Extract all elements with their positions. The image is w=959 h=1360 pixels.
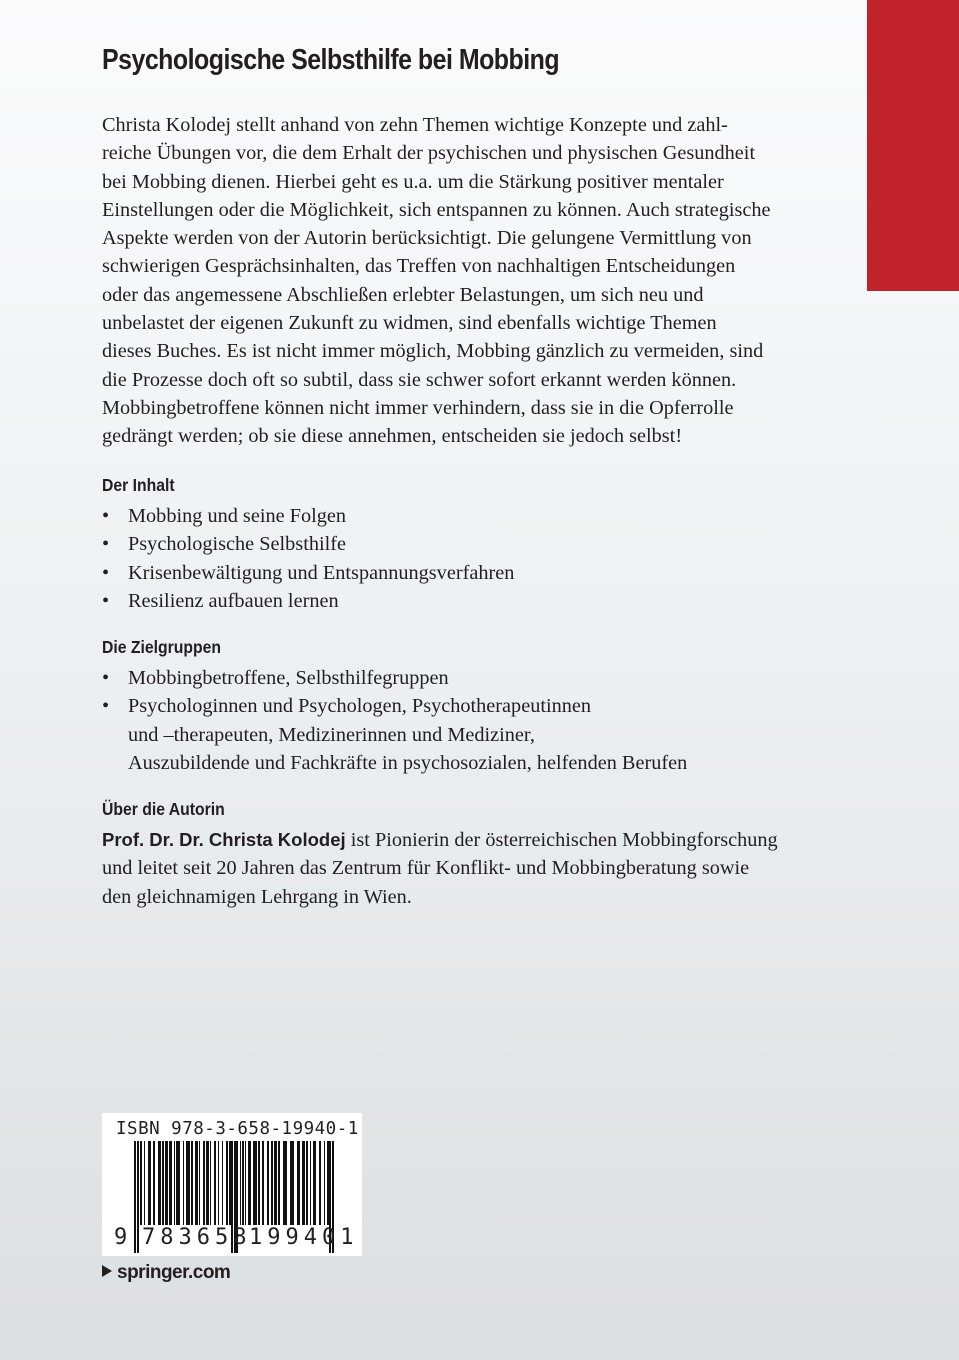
publisher-link[interactable] xyxy=(102,1262,230,1284)
barcode-bar xyxy=(248,1141,251,1225)
barcode-guard-bar xyxy=(137,1141,139,1253)
barcode-bar xyxy=(262,1141,264,1225)
barcode-guard-bar xyxy=(134,1141,136,1253)
barcode-bar xyxy=(242,1141,244,1225)
text-line: Aspekte werden von der Autorin berücksichtigt. Die gelungene Vermittlung von xyxy=(102,227,752,250)
text-line: gedrängt werden; ob sie diese annehmen, entscheiden sie jedoch selbst! xyxy=(102,425,683,448)
item-text: Resilienz aufbauen lernen xyxy=(128,589,339,612)
barcode-bar xyxy=(169,1141,172,1225)
list-item: • Resilienz aufbauen lernen xyxy=(102,587,514,615)
author-bio xyxy=(102,826,778,911)
barcode-bar xyxy=(165,1141,168,1225)
barcode-bar xyxy=(278,1141,280,1225)
text-line: Einstellungen oder die Möglichkeit, sich entspannen zu können. Auch strategische xyxy=(102,198,771,221)
list-item: • Mobbingbetroffene, Selbsthilfegruppen xyxy=(102,664,687,692)
description xyxy=(102,111,822,451)
barcode-bar xyxy=(319,1141,321,1225)
author-heading: Über die Autorin xyxy=(102,799,225,819)
item-text: Mobbing und seine Folgen xyxy=(128,505,347,527)
barcode-bar xyxy=(283,1141,287,1225)
barcode-bar xyxy=(148,1141,151,1225)
barcode-bar xyxy=(324,1141,325,1225)
barcode-bar xyxy=(240,1141,241,1225)
barcode-bar xyxy=(199,1141,200,1225)
text-line: reiche Übungen vor, die dem Erhalt der psychischen und physischen Gesundheit xyxy=(102,142,756,165)
text-line: Mobbingbetroffene können nicht immer verhindern, dass sie in die Opferrolle xyxy=(102,396,734,419)
barcode-bar xyxy=(203,1141,205,1225)
barcode-bar xyxy=(310,1141,311,1225)
list-item: • Psychologinnen und Psychologen, Psychotherapeutinnen und –therapeuten, Medizinerinnen und Mediziner, Auszubildende und Fachkräfte in psychosozialen, helfenden Berufen xyxy=(102,692,687,777)
text-line: bei Mobbing dienen. Hierbei geht es u.a. um die Stärkung positiver mentaler xyxy=(102,170,724,193)
audience-list xyxy=(102,664,687,777)
contents-heading: Der Inhalt xyxy=(102,475,175,495)
barcode-bar xyxy=(290,1141,294,1225)
book-title: Psychologische Selbsthilfe bei Mobbing xyxy=(102,44,560,76)
contents-list xyxy=(102,502,514,615)
barcode-bar xyxy=(158,1141,161,1225)
text-line: Christa Kolodej stellt anhand von zehn Themen wichtige Konzepte und zahl- xyxy=(102,114,728,136)
text-line: die Prozesse doch oft so subtil, dass sie schwer sofort erkannt werden können. xyxy=(102,368,737,391)
arrow-right-icon xyxy=(102,1265,112,1277)
barcode-bar xyxy=(258,1141,260,1225)
text-line: und leitet seit 20 Jahren das Zentrum für Konflikt- und Mobbingberatung sowie xyxy=(102,857,750,880)
item-text: und –therapeuten, Medizinerinnen und Mediziner, xyxy=(128,723,535,746)
text-line: schwierigen Gesprächsinhalten, das Treffen von nachhaltigen Entscheidungen xyxy=(102,255,736,278)
barcode-bar xyxy=(144,1141,145,1225)
barcode-bar xyxy=(218,1141,219,1225)
barcode-bar xyxy=(176,1141,180,1225)
barcode-digits-left: 783658 xyxy=(142,1225,252,1250)
barcode-bar xyxy=(140,1141,142,1225)
item-text: Auszubildende und Fachkräfte in psychosozialen, helfenden Berufen xyxy=(128,751,688,774)
text-line: unbelastet der eigenen Zukunft zu widmen, sind ebenfalls wichtige Themen xyxy=(102,312,717,335)
accent-bar xyxy=(867,0,959,291)
item-text: Psychologinnen und Psychologen, Psychotherapeutinnen xyxy=(128,695,592,718)
barcode-bar xyxy=(306,1141,308,1225)
list-item: • Psychologische Selbsthilfe xyxy=(102,530,514,558)
text-line: oder das angemessene Abschließen erlebter Belastungen, um sich neu und xyxy=(102,283,704,306)
barcode-bar xyxy=(174,1141,175,1225)
barcode-bar xyxy=(210,1141,211,1225)
item-text: Psychologische Selbsthilfe xyxy=(128,533,347,556)
barcode-bar xyxy=(214,1141,216,1225)
isbn-barcode xyxy=(102,1113,362,1256)
barcode-bar xyxy=(153,1141,155,1225)
barcode-bar xyxy=(302,1141,305,1225)
barcode-bar xyxy=(271,1141,273,1225)
barcode-bar xyxy=(191,1141,193,1225)
barcode-bar xyxy=(267,1141,269,1225)
barcode-bar xyxy=(195,1141,198,1225)
isbn-label: ISBN 978-3-658-19940-1 xyxy=(116,1119,359,1139)
list-item: • Mobbing und seine Folgen xyxy=(102,502,514,530)
audience-heading: Die Zielgruppen xyxy=(102,637,222,657)
barcode-bar xyxy=(313,1141,316,1225)
barcode-digits-right: 199401 xyxy=(249,1225,359,1250)
barcode-bar xyxy=(222,1141,223,1225)
text-line: dieses Buches. Es ist nicht immer möglich, Mobbing gänzlich zu vermeiden, sind xyxy=(102,340,764,363)
list-item: • Krisenbewältigung und Entspannungsverfahren xyxy=(102,559,514,587)
barcode-bar xyxy=(186,1141,190,1225)
barcode-bar xyxy=(297,1141,300,1225)
barcode-bar xyxy=(245,1141,246,1225)
item-text: Mobbingbetroffene, Selbsthilfegruppen xyxy=(128,667,449,689)
barcode-digit: 9 xyxy=(114,1225,133,1250)
publisher-link-text[interactable]: springer.com xyxy=(117,1262,231,1283)
author-name: Prof. Dr. Dr. Christa Kolodej xyxy=(102,829,346,850)
text-line: ist Pionierin der österreichischen Mobbingforschung xyxy=(345,829,778,851)
barcode-bar xyxy=(226,1141,228,1225)
barcode-bar xyxy=(162,1141,164,1225)
barcode-bar xyxy=(206,1141,209,1225)
item-text: Krisenbewältigung und Entspannungsverfahren xyxy=(128,561,515,584)
barcode-bar xyxy=(274,1141,277,1225)
barcode-bar xyxy=(183,1141,184,1225)
text-line: den gleichnamigen Lehrgang in Wien. xyxy=(102,885,412,908)
barcode-bar xyxy=(253,1141,257,1225)
